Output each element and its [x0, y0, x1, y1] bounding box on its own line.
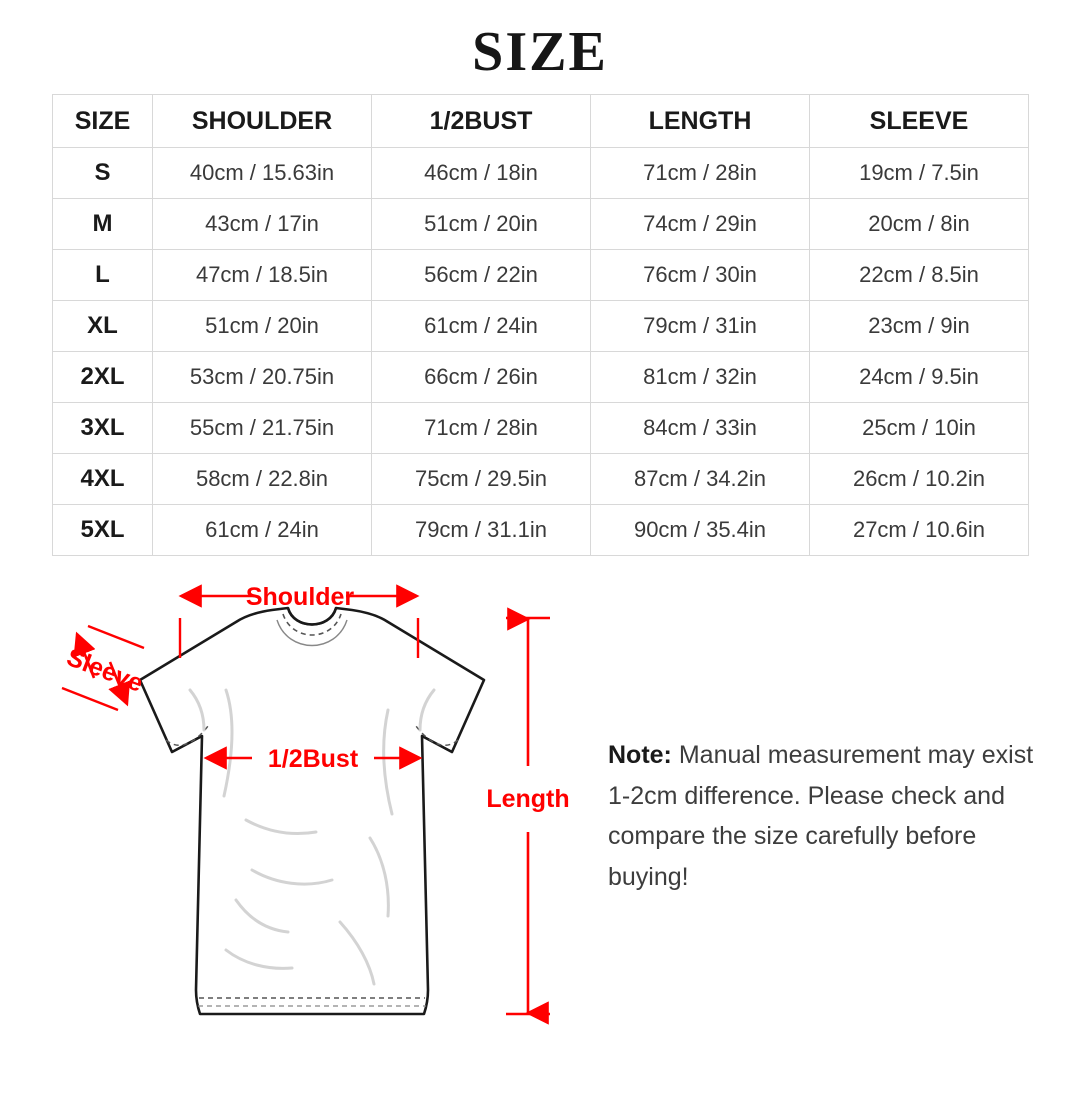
cell-shoulder: 40cm / 15.63in [153, 148, 372, 199]
cell-size: 2XL [53, 352, 153, 403]
cell-shoulder: 61cm / 24in [153, 505, 372, 556]
measurement-diagram-area [0, 570, 1080, 1090]
table-row [53, 148, 1029, 199]
column-header-sleeve: SLEEVE [810, 95, 1029, 148]
note-label: Note: [608, 741, 672, 769]
cell-halfbust: 56cm / 22in [372, 250, 591, 301]
cell-size: L [53, 250, 153, 301]
shoulder-label: Shoulder [245, 583, 355, 611]
table-row [53, 199, 1029, 250]
cell-shoulder: 55cm / 21.75in [153, 403, 372, 454]
cell-size: M [53, 199, 153, 250]
table-row [53, 301, 1029, 352]
column-header-size: SIZE [53, 95, 153, 148]
length-label: Length [486, 785, 570, 813]
page-title: SIZE [472, 21, 608, 83]
column-header-length: LENGTH [591, 95, 810, 148]
table-header-row [53, 95, 1029, 148]
cell-halfbust: 66cm / 26in [372, 352, 591, 403]
cell-size: S [53, 148, 153, 199]
cell-length: 79cm / 31in [591, 301, 810, 352]
tshirt-outline [140, 608, 484, 1014]
cell-halfbust: 46cm / 18in [372, 148, 591, 199]
cell-halfbust: 75cm / 29.5in [372, 454, 591, 505]
cell-size: XL [53, 301, 153, 352]
cell-sleeve: 25cm / 10in [810, 403, 1029, 454]
length-measure-annotation [440, 570, 620, 1070]
cell-length: 84cm / 33in [591, 403, 810, 454]
cell-size: 5XL [53, 505, 153, 556]
cell-length: 87cm / 34.2in [591, 454, 810, 505]
column-header-shoulder: SHOULDER [153, 95, 372, 148]
cell-length: 71cm / 28in [591, 148, 810, 199]
note-block [608, 735, 1038, 897]
cell-shoulder: 53cm / 20.75in [153, 352, 372, 403]
cell-shoulder: 58cm / 22.8in [153, 454, 372, 505]
table-row [53, 352, 1029, 403]
cell-shoulder: 51cm / 20in [153, 301, 372, 352]
size-chart-container [0, 94, 1080, 556]
cell-halfbust: 71cm / 28in [372, 403, 591, 454]
cell-length: 90cm / 35.4in [591, 505, 810, 556]
table-row [53, 403, 1029, 454]
cell-size: 3XL [53, 403, 153, 454]
table-row [53, 250, 1029, 301]
cell-sleeve: 27cm / 10.6in [810, 505, 1029, 556]
cell-halfbust: 51cm / 20in [372, 199, 591, 250]
halfbust-label: 1/2Bust [267, 745, 359, 773]
table-row [53, 505, 1029, 556]
cell-sleeve: 22cm / 8.5in [810, 250, 1029, 301]
table-row [53, 454, 1029, 505]
column-header-halfbust: 1/2BUST [372, 95, 591, 148]
cell-shoulder: 43cm / 17in [153, 199, 372, 250]
cell-length: 74cm / 29in [591, 199, 810, 250]
table-header [53, 95, 1029, 148]
cell-shoulder: 47cm / 18.5in [153, 250, 372, 301]
table-body [53, 148, 1029, 556]
cell-sleeve: 23cm / 9in [810, 301, 1029, 352]
note-text: Manual measurement may exist 1-2cm difference. Please check and compare the size carefully before buying! [608, 741, 1034, 891]
cell-sleeve: 26cm / 10.2in [810, 454, 1029, 505]
sleeve-measure-annotation [62, 626, 147, 710]
cell-sleeve: 24cm / 9.5in [810, 352, 1029, 403]
cell-length: 76cm / 30in [591, 250, 810, 301]
sleeve-label: Sleeve [62, 643, 147, 698]
cell-sleeve: 20cm / 8in [810, 199, 1029, 250]
size-chart-table [52, 94, 1029, 556]
cell-size: 4XL [53, 454, 153, 505]
cell-halfbust: 79cm / 31.1in [372, 505, 591, 556]
cell-sleeve: 19cm / 7.5in [810, 148, 1029, 199]
cell-length: 81cm / 32in [591, 352, 810, 403]
cell-halfbust: 61cm / 24in [372, 301, 591, 352]
